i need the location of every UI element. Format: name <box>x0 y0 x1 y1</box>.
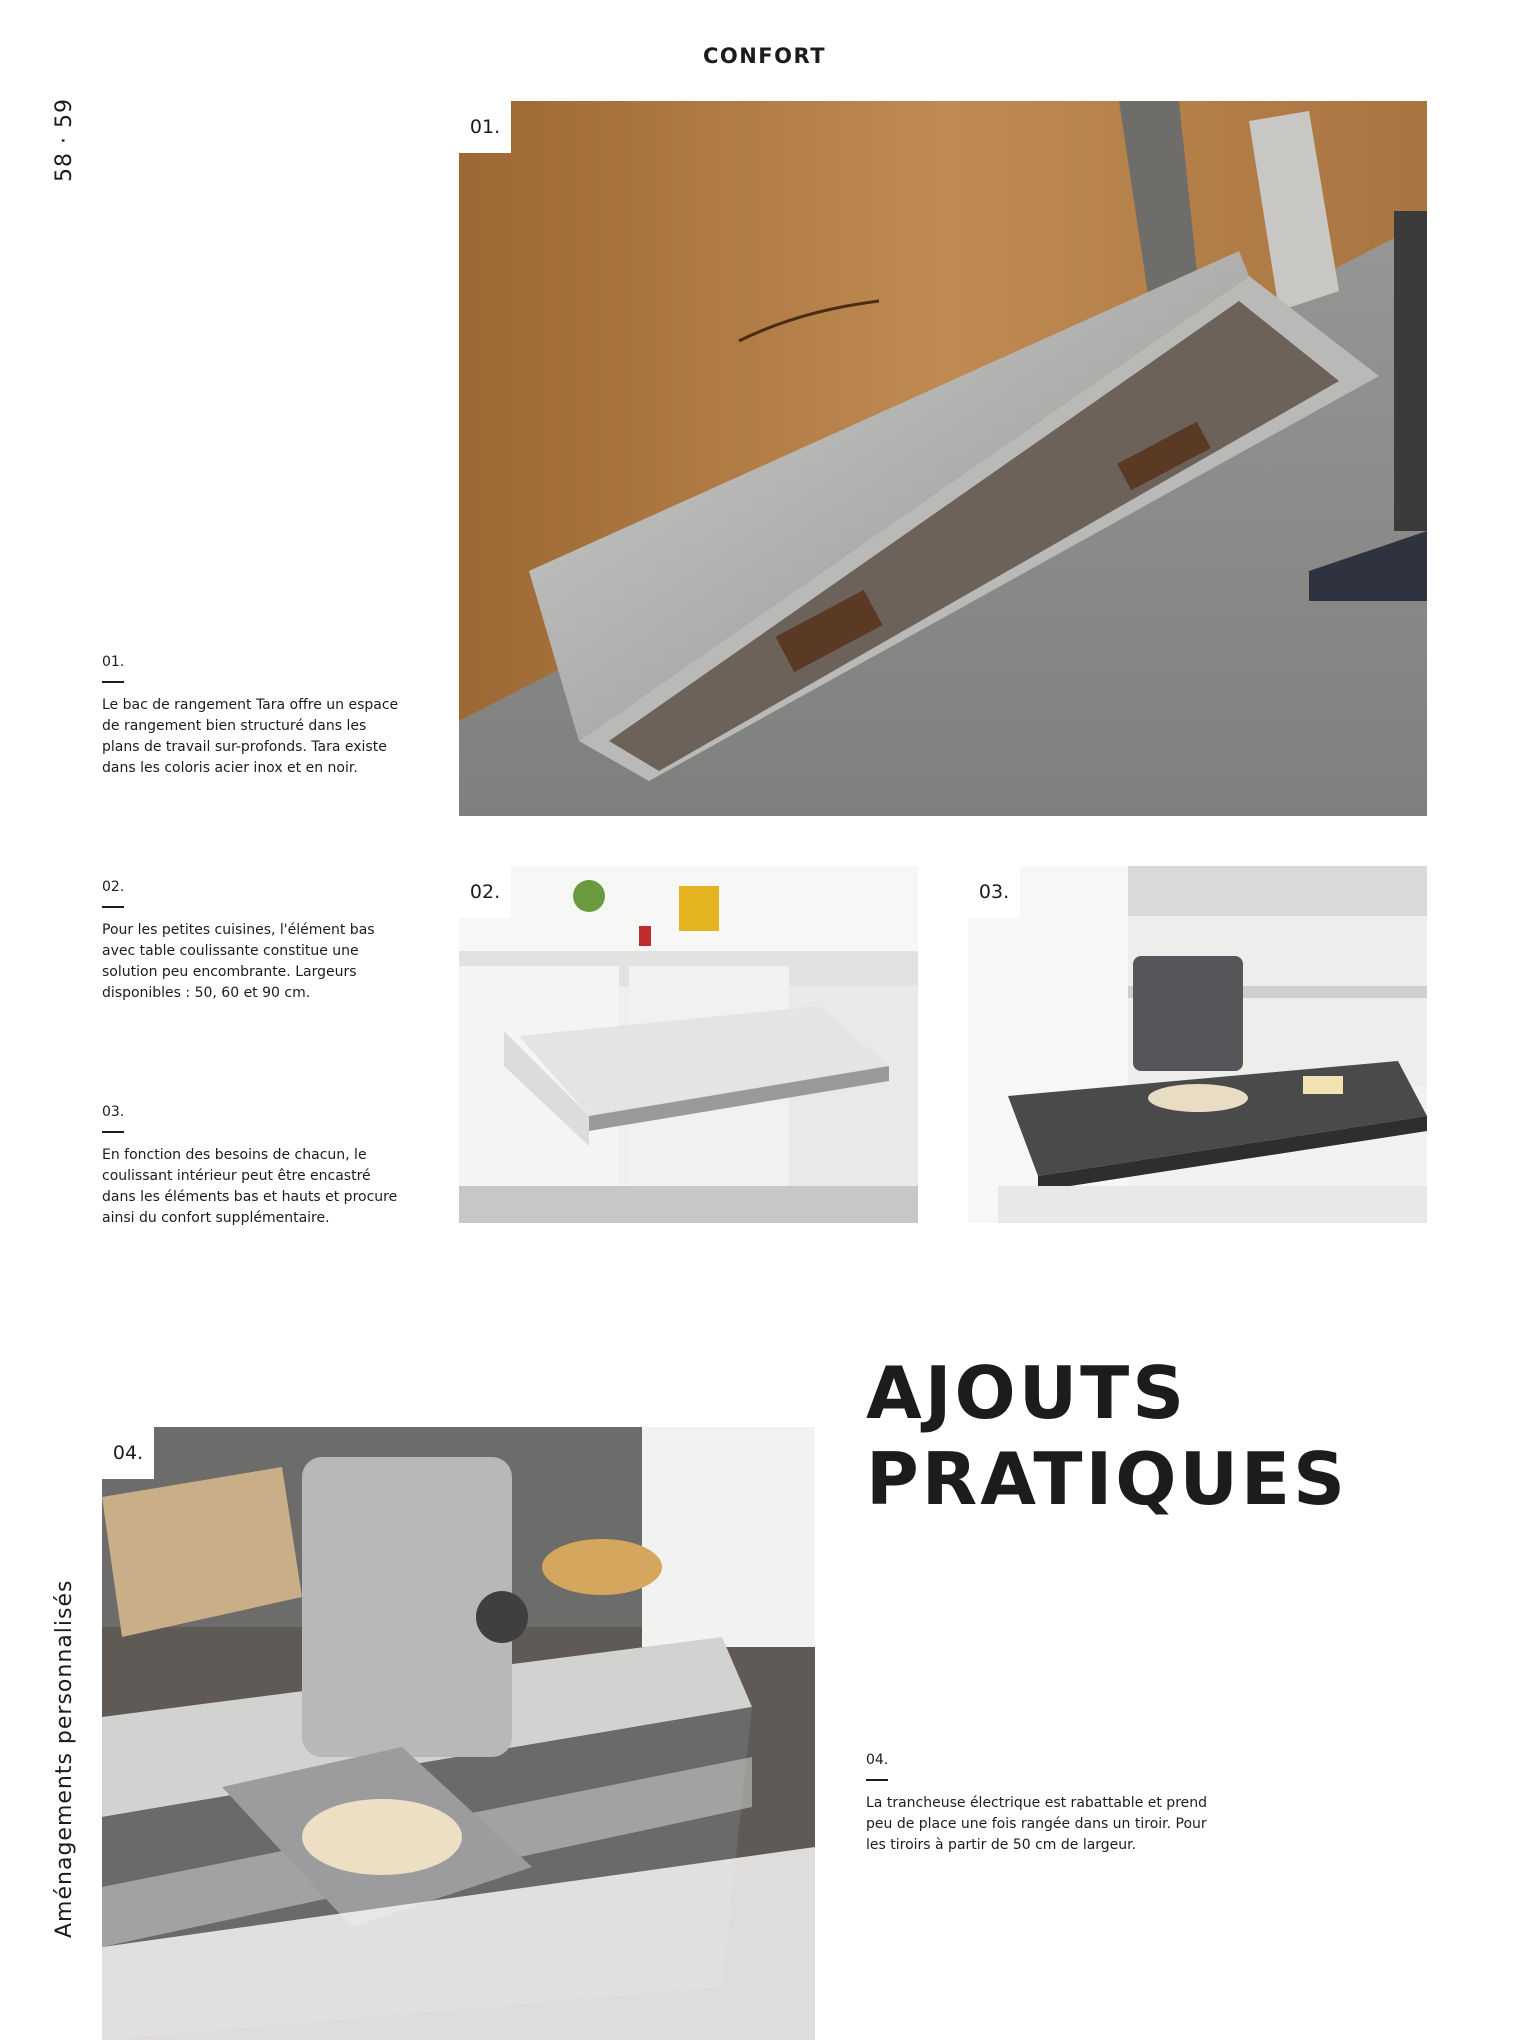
page-section-title: CONFORT <box>702 44 827 68</box>
caption-divider <box>102 1131 124 1133</box>
section-title <box>866 1350 1348 1522</box>
photo-tag: 01. <box>459 101 511 153</box>
photo-04-slicer-drawer <box>102 1427 815 2040</box>
caption-number: 04. <box>866 1752 889 1768</box>
section-title-line1: AJOUTS <box>866 1351 1188 1435</box>
caption-number: 03. <box>102 1104 125 1120</box>
photo-01-tara-storage <box>459 101 1427 816</box>
caption-text: En fonction des besoins de chacun, le coulissant intérieur peut être encastré dans les éléments bas et hauts et procure ainsi du confort supplémentaire. <box>102 1147 398 1226</box>
caption-divider <box>102 681 124 683</box>
caption-text: La trancheuse électrique est rabattable et prend peu de place une fois rangée dans un tiroir. Pour les tiroirs à partir de 50 cm de largeur. <box>866 1795 1208 1853</box>
caption-divider <box>866 1779 888 1781</box>
photo-tag: 04. <box>102 1427 154 1479</box>
photo-03-toaster-tray <box>968 866 1427 1223</box>
caption-02 <box>102 879 402 1004</box>
caption-number: 01. <box>102 654 125 670</box>
caption-text: Pour les petites cuisines, l'élément bas avec table coulissante constitue une solution peu encombrante. Largeurs disponibles : 50, 60 et 90 cm. <box>102 922 375 1001</box>
sidebar-vertical-label: Aménagements personnalisés <box>52 1579 77 1938</box>
caption-number: 02. <box>102 879 125 895</box>
photo-02-sliding-table <box>459 866 918 1223</box>
caption-04 <box>866 1752 1226 1856</box>
caption-divider <box>102 906 124 908</box>
caption-03 <box>102 1104 402 1229</box>
section-title-line2: PRATIQUES <box>866 1437 1348 1521</box>
photo-tag: 02. <box>459 866 511 918</box>
photo-tag: 03. <box>968 866 1020 918</box>
page-numbers: 58 · 59 <box>52 98 77 182</box>
caption-01 <box>102 654 402 779</box>
caption-text: Le bac de rangement Tara offre un espace de rangement bien structuré dans les plans de travail sur-profonds. Tara existe dans les coloris acier inox et en noir. <box>102 697 399 776</box>
